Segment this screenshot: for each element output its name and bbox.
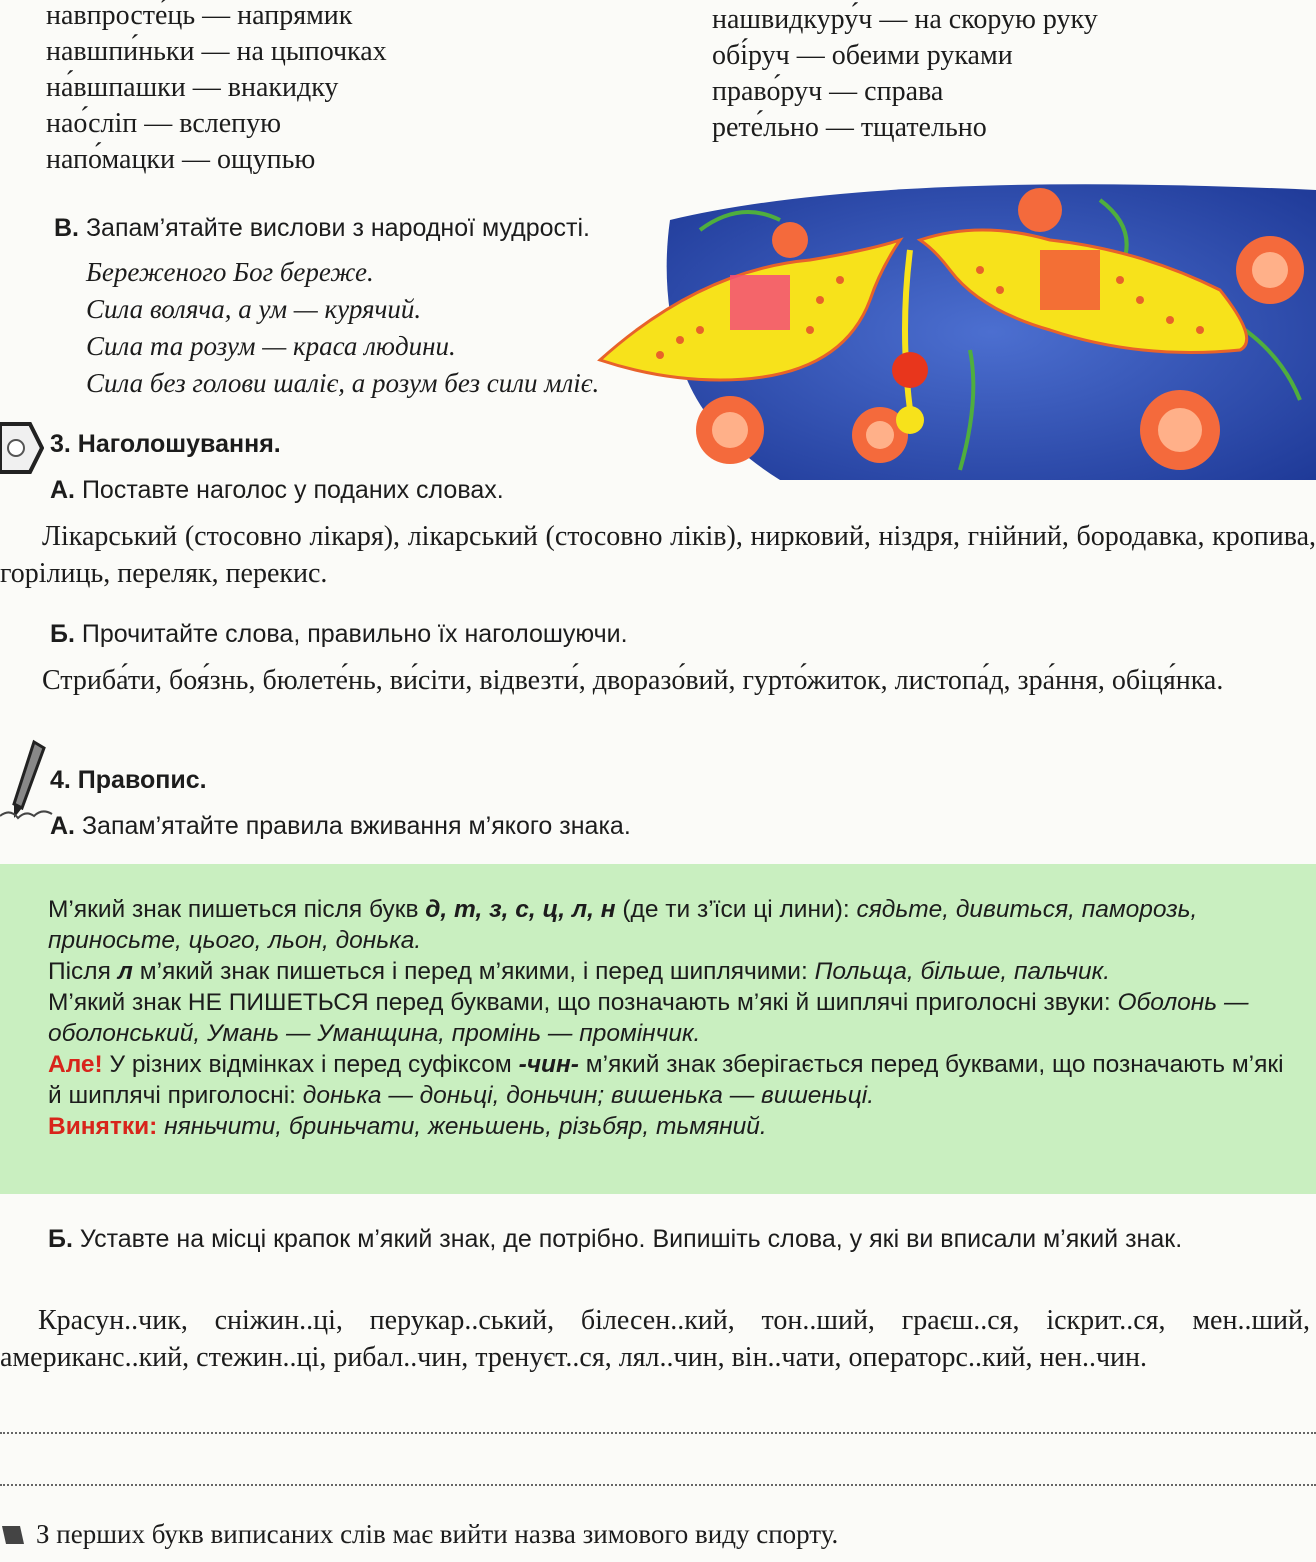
rule-1-mnemonic: (де ти з’їси ці лини):: [615, 896, 857, 923]
but-text: У різних відмінках і перед суфіксом: [102, 1051, 519, 1078]
exceptions-label: Винятки:: [48, 1113, 158, 1140]
rule-2-a: Після: [48, 958, 118, 985]
section-3-heading: 3. Наголошування.: [50, 430, 281, 458]
section-3a-task: [50, 476, 504, 505]
footer-icon: [0, 1522, 26, 1553]
section-3b-task: [50, 620, 628, 649]
section-3b-letter: Б.: [50, 620, 75, 648]
rule-1-intro: М’який знак пишеться після букв: [48, 896, 426, 923]
rule-but: [48, 1049, 1300, 1111]
sayings-list: [86, 254, 599, 402]
saying: Сила воляча, а ум — курячий.: [86, 294, 422, 324]
section-v-task: [54, 214, 590, 243]
rule-2-letter: л: [117, 958, 133, 985]
section-3b-title: Прочитайте слова, правильно їх наголошуючи.: [81, 620, 628, 648]
vocab-line: нао́сліп — вслепую: [46, 108, 282, 139]
rule-2-examples: Польща, більше, пальчик.: [814, 958, 1111, 985]
vocab-line: навшпи́ньки — на цыпочках: [46, 36, 387, 67]
soft-sign-rules-box: [0, 864, 1316, 1194]
rule-3: [48, 987, 1300, 1049]
folk-art-birds-image: [580, 180, 1316, 480]
section-4b-task: [48, 1222, 1316, 1256]
vocab-line: на́вшпашки — внакидку: [46, 72, 339, 103]
footer-note: З перших букв виписаних слів має вийти назва зимового виду спорту.: [36, 1519, 839, 1549]
section-4b-words: Красун..чик, сніжин..ці, перукар..ський, білесен..кий, тон..ший, граєш..ся, іскрит..ся, мен..ший, американс..кий, стежин..ці, рибал..чин, тренуєт..ся, лял..чин, він..чати, операторс..кий, нен..чин.: [0, 1305, 1310, 1373]
vocab-line: право́руч — справа: [712, 76, 944, 107]
rule-1: [48, 894, 1300, 956]
rule-2: [48, 956, 1300, 987]
saying: Береженого Бог береже.: [86, 257, 374, 287]
section-4-heading: 4. Правопис.: [50, 766, 207, 794]
section-3a-title: Поставте наголос у поданих словах.: [81, 476, 504, 504]
section-v-title: Запам’ятайте вислови з народної мудрості.: [85, 214, 590, 242]
pen-icon: [0, 738, 56, 829]
section-3b-words: Стриба́ти, боя́знь, бюлете́нь, ви́сіти, відвезти́, дворазо́вий, гурто́житок, листопа́д, зра́ння, обіця́нка.: [42, 665, 1224, 696]
but-suffix: -чин-: [518, 1051, 579, 1078]
vocab-right: [712, 2, 1098, 146]
rule-3-examples: Оболонь — оболонський, Умань — Уманщина, промінь — промінчик.: [48, 989, 1249, 1047]
vocab-left: [46, 0, 387, 178]
section-3a-words: Лікарський (стосовно лікаря), лікарський (стосовно ліків), нирковий, ніздря, гнійний, бородавка, кропива, горілиць, переляк, перекис.: [0, 521, 1316, 589]
answer-line[interactable]: [0, 1484, 1316, 1486]
vocab-line: рете́льно — тщательно: [712, 112, 987, 143]
vocab-line: обі́руч — обеими руками: [712, 40, 1013, 71]
but-text-2: м’який знак зберігається перед буквами, що позначають м’які й шиплячі приголосні:: [48, 1051, 1284, 1109]
but-examples: донька — доньці, доньчин; вишенька — вишеньці.: [302, 1082, 875, 1109]
answer-line[interactable]: [0, 1432, 1316, 1434]
vocab-line: нашвидкуру́ч — на скорую руку: [712, 4, 1098, 35]
rule-3-text: М’який знак НЕ ПИШЕТЬСЯ перед буквами, що позначають м’які й шиплячі приголосні звуки:: [48, 989, 1118, 1016]
pronunciation-icon: [0, 418, 44, 483]
rule-exceptions: [48, 1111, 1300, 1142]
section-4a-title: Запам’ятайте правила вживання м’якого знака.: [81, 812, 631, 840]
folk-art-illustration: [580, 180, 1316, 480]
rule-1-letters: д, т, з, с, ц, л, н: [425, 896, 616, 923]
saying: Сила та розум — краса людини.: [86, 331, 456, 361]
section-3a-letter: А.: [50, 476, 75, 504]
rule-1-examples: сядьте, дивиться, паморозь, приносьте, цього, льон, донька.: [48, 896, 1198, 954]
section-4a-letter: А.: [50, 812, 75, 840]
but-label: Але!: [48, 1051, 103, 1078]
saying: Сила без голови шаліє, а розум без сили мліє.: [86, 368, 600, 398]
section-4b-letter: Б.: [48, 1225, 73, 1253]
exceptions-text: няньчити, бриньчати, женьшень, різьбяр, тьмяний.: [157, 1113, 767, 1140]
vocab-line: навпросте́ць — напрямик: [46, 0, 353, 31]
section-v-letter: В.: [54, 214, 79, 242]
vocab-line: напо́мацки — ощупью: [46, 144, 316, 175]
section-4a-task: [50, 812, 631, 841]
section-4b-title: Уставте на місці крапок м’який знак, де потрібно. Випишіть слова, у які ви вписали м’який знак.: [79, 1225, 1183, 1253]
rule-2-b: м’який знак пишеться і перед м’якими, і перед шиплячими:: [132, 958, 815, 985]
